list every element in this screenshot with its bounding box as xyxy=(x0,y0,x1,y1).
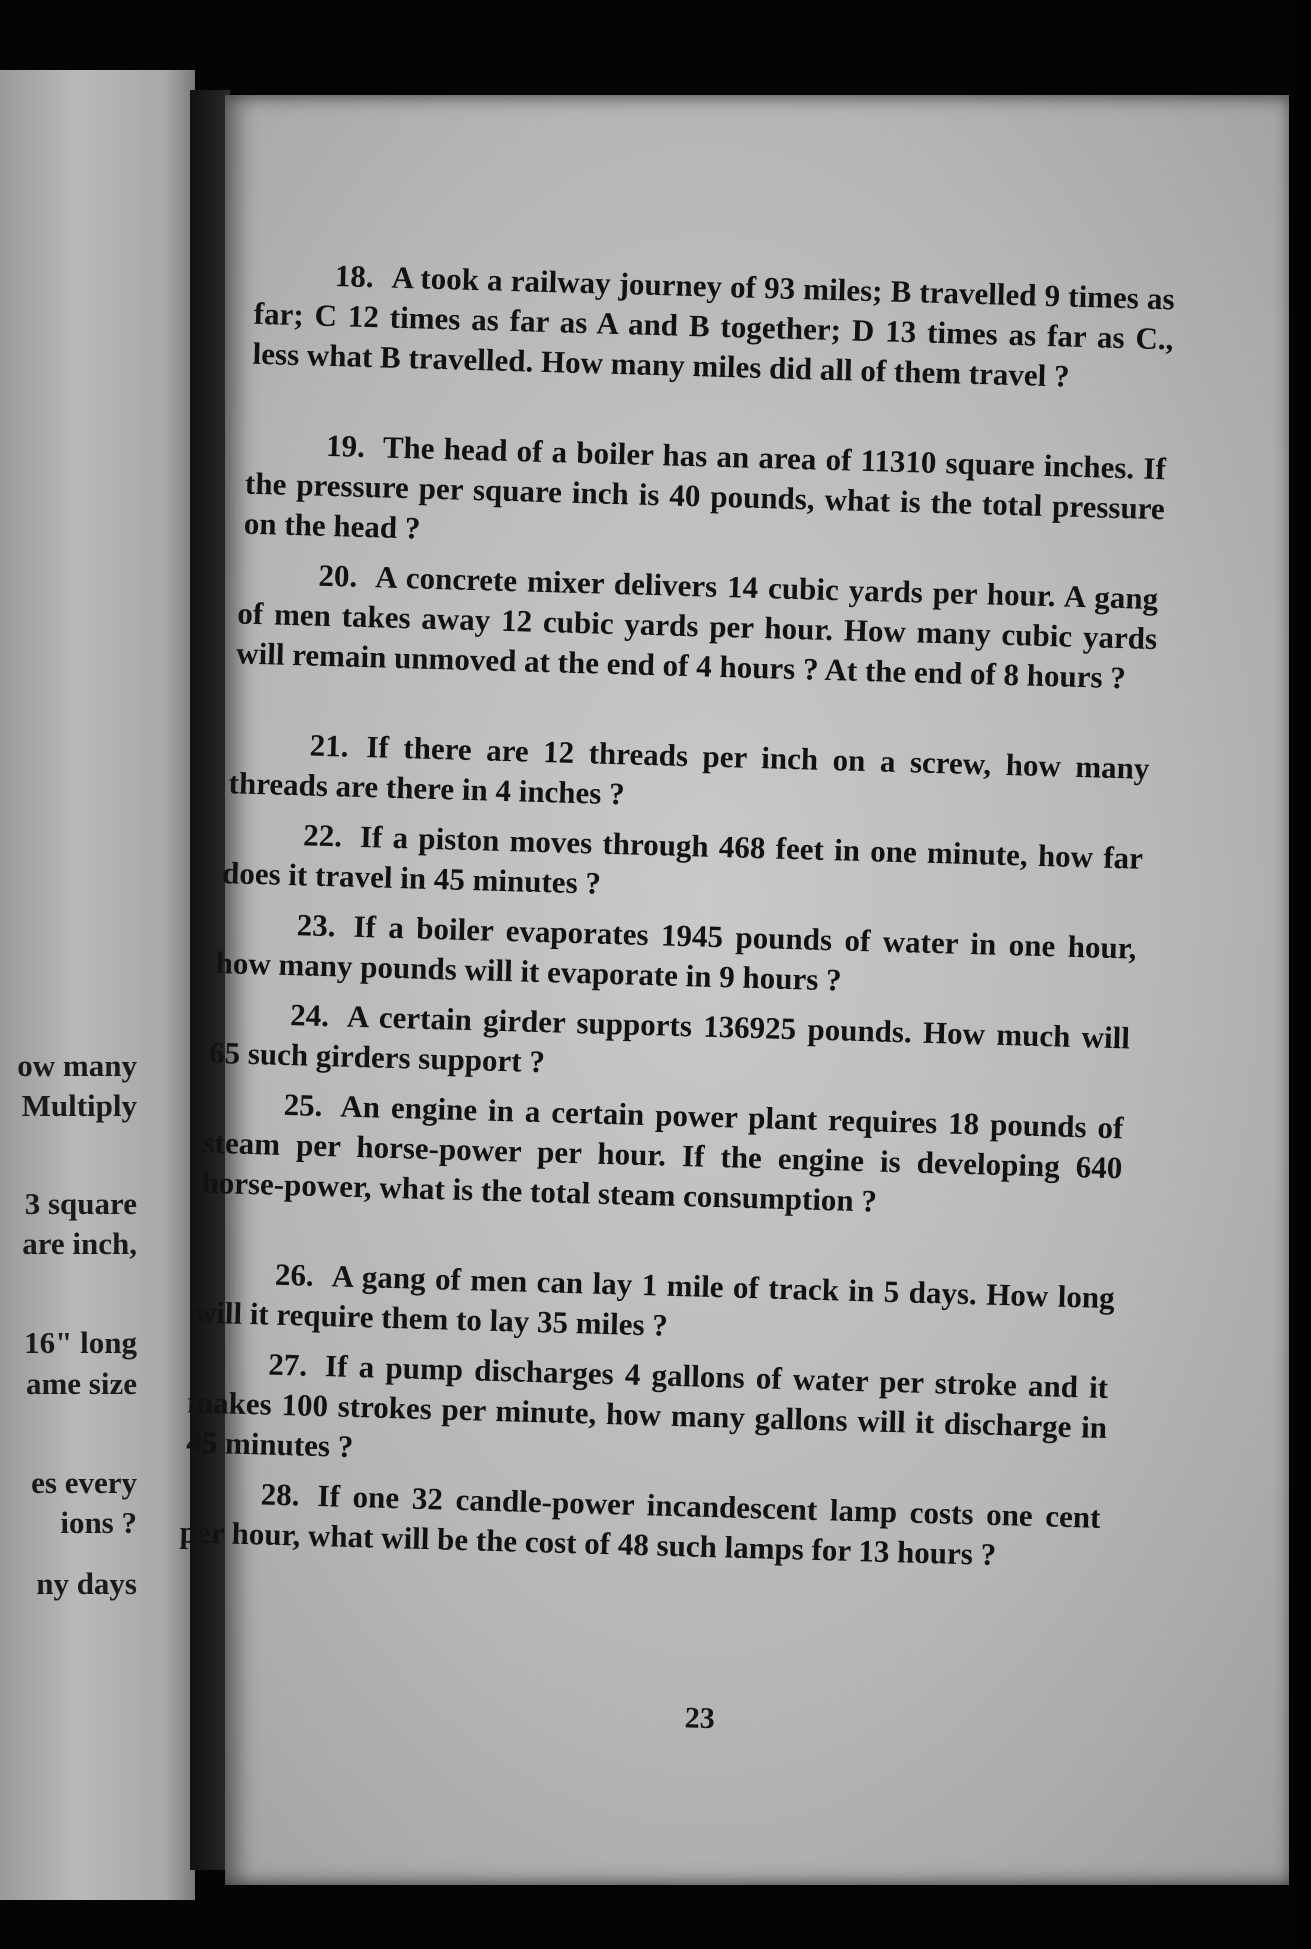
problem-22 xyxy=(222,813,1144,919)
problem-text: A certain girder supports 136925 pounds. How much will 65 such girders support ? xyxy=(208,998,1131,1080)
problem-text: If a boiler evaporates 1945 pounds of water in one hour, how many pounds will it evaporate in 9 hours ? xyxy=(215,908,1137,998)
left-page-fragment: ny days xyxy=(36,1566,137,1601)
left-page-fragment: 16" long xyxy=(24,1325,137,1360)
problem-number: 25. xyxy=(283,1086,323,1124)
problem-text: If a piston moves through 468 feet in one minute, how far does it travel in 45 minutes ? xyxy=(221,818,1144,901)
left-page-fragment: 3 square xyxy=(24,1186,137,1221)
page-text-block xyxy=(179,79,1311,1898)
left-page-fragment: are inch, xyxy=(22,1226,137,1261)
problem-27 xyxy=(186,1342,1109,1488)
problem-text: The head of a boiler has an area of 11310 square inches. If the pressure per square inch is 40 pounds, what is the total pressure on the head ? xyxy=(243,429,1167,546)
problem-number: 27. xyxy=(267,1346,308,1383)
problem-number: 21. xyxy=(309,727,350,764)
problem-number: 24. xyxy=(289,997,330,1034)
problem-number: 26. xyxy=(274,1256,315,1293)
problem-26 xyxy=(193,1253,1115,1359)
previous-page-edge xyxy=(0,70,195,1900)
left-page-fragment: ame size xyxy=(25,1366,137,1401)
problem-text: If one 32 candle-power incandescent lamp costs one cent per hour, what will be the cost of 48 such lamps for 13 hours ? xyxy=(179,1478,1102,1572)
book-page xyxy=(179,95,1295,1885)
left-page-fragment: es every xyxy=(31,1465,137,1500)
problem-number: 28. xyxy=(260,1476,301,1513)
problem-text: If there are 12 threads per inch on a screw, how many threads are there in 4 inches ? xyxy=(228,729,1150,812)
left-page-fragment: ow many xyxy=(17,1048,137,1083)
problem-24 xyxy=(209,993,1131,1099)
problem-number: 18. xyxy=(334,258,375,295)
problem-23 xyxy=(215,903,1137,1009)
problem-number: 19. xyxy=(325,427,366,464)
problem-text: A took a railway journey of 93 miles; B travelled 9 times as far; C 12 times as far as A and B together; D 13 times as far as C., less what B travelled. How many miles did all of them travel ? xyxy=(252,259,1176,394)
problem-text: An engine in a certain power plant requires 18 pounds of steam per horse-power per hour. If the engine is developing 640 horse-power, what is the total steam consumption ? xyxy=(201,1088,1124,1219)
scan-border xyxy=(1289,0,1311,1949)
problem-20 xyxy=(236,553,1159,699)
problem-number: 22. xyxy=(302,817,343,854)
problem-text: A gang of men can lay 1 mile of track in 5 days. How long will it require them to lay 35 miles ? xyxy=(193,1258,1116,1343)
problem-number: 20. xyxy=(318,557,358,594)
problem-25 xyxy=(201,1083,1124,1229)
problem-21 xyxy=(228,723,1150,829)
problem-18 xyxy=(252,254,1175,400)
page-number: 23 xyxy=(684,1701,716,1736)
problem-number: 23. xyxy=(296,907,336,944)
problem-text: A concrete mixer delivers 14 cubic yards per hour. A gang of men takes away 12 cubic yards per hour. How many cubic yards will remain unmoved at the end of 4 hours ? At the end of 8 hours ? xyxy=(235,559,1159,696)
problem-19 xyxy=(243,424,1166,570)
left-page-fragment: ions ? xyxy=(60,1505,137,1540)
problem-text: If a pump discharges 4 gallons of water per stroke and it makes 100 strokes per minute, how many gallons will it discharge in 45 minutes ? xyxy=(185,1348,1109,1464)
left-page-fragment: Multiply xyxy=(21,1088,137,1123)
problem-28 xyxy=(179,1472,1101,1578)
